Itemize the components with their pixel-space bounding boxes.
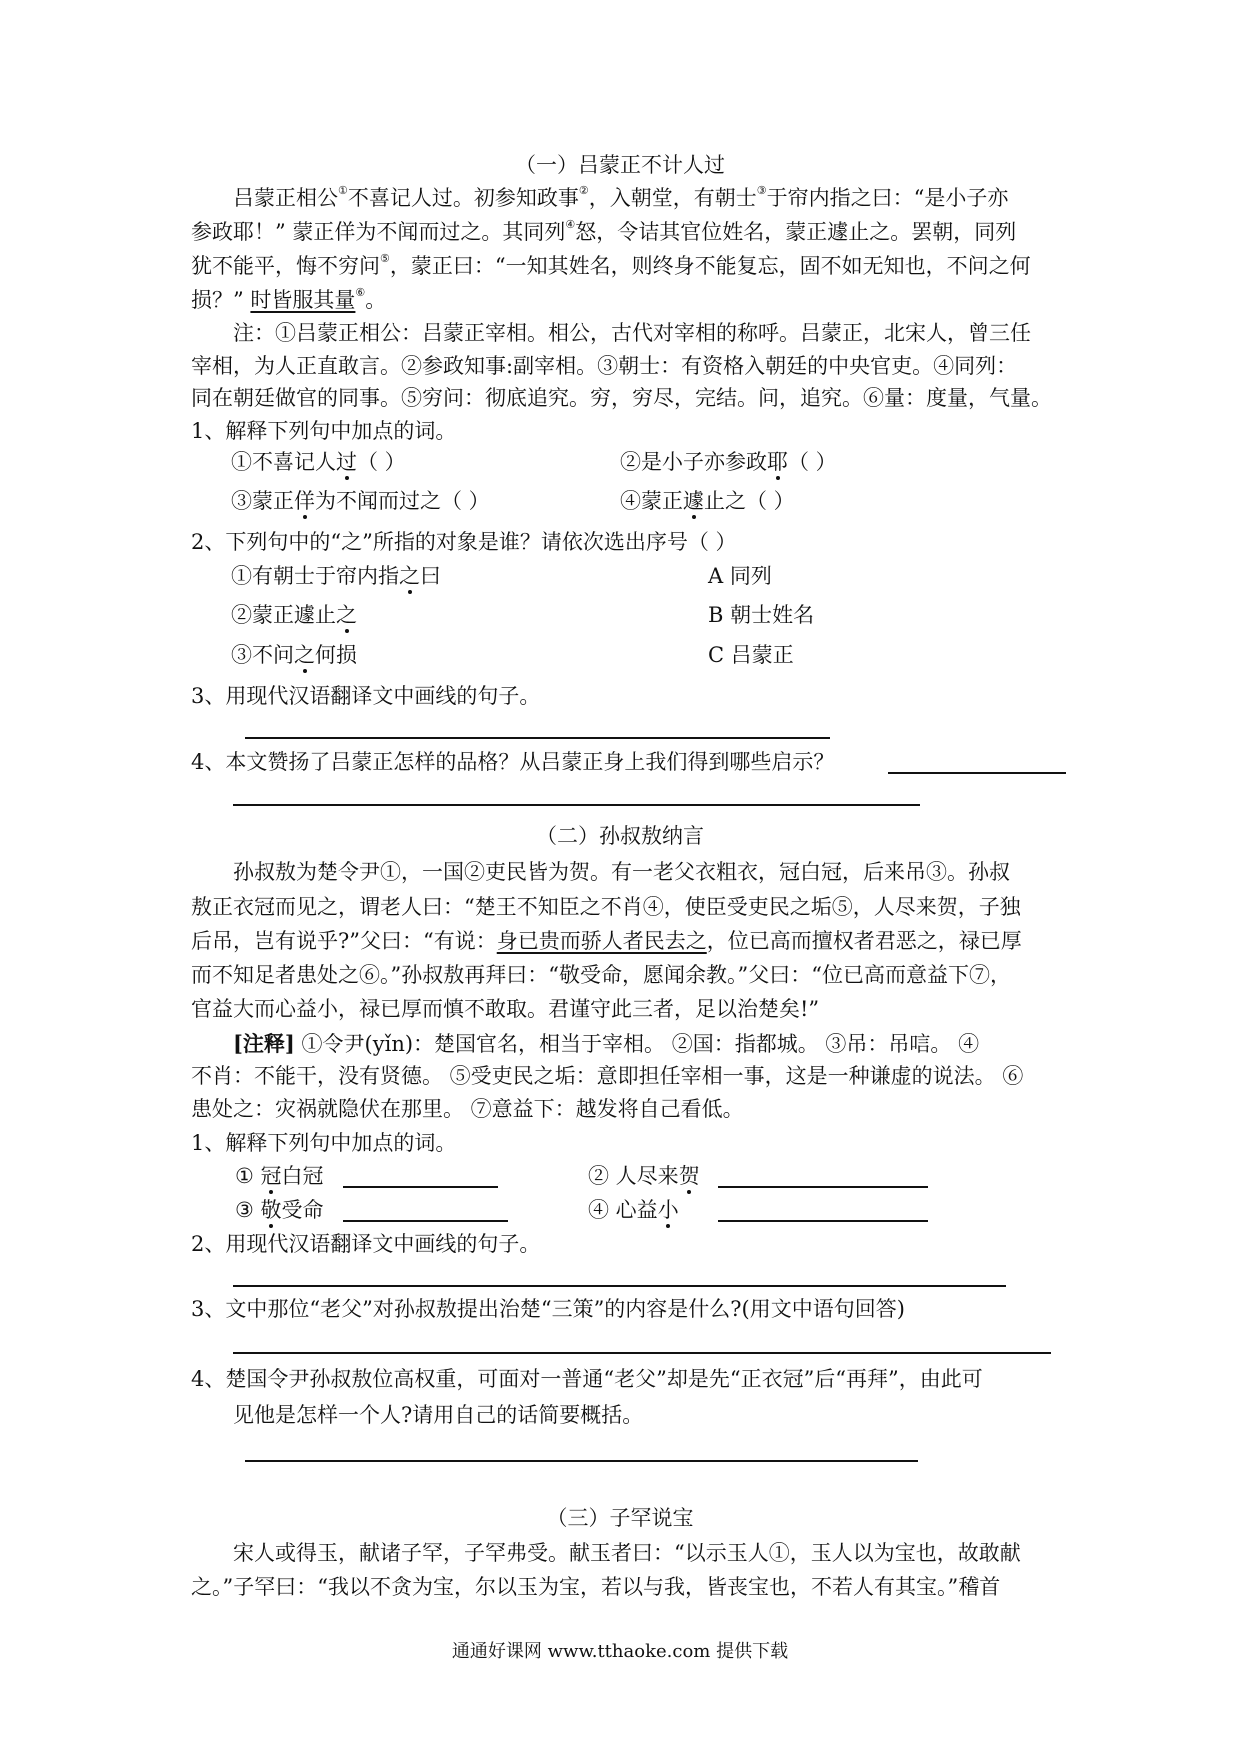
s1-question1: 1、解释下列句中加点的词。	[191, 419, 457, 443]
s1-option-a: A 同列	[708, 564, 772, 588]
s1-question4: 4、本文赞扬了吕蒙正怎样的品格？从吕蒙正身上我们得到哪些启示？	[191, 750, 835, 774]
s1-note-line3: 同在朝廷做官的同事。⑤穷问：彻底追究。穷，穷尽，完结。问，追究。⑥量：度量，气量。	[191, 386, 1052, 410]
s3-para-line1: 宋人或得玉，献诸子罕，子罕弗受。献玉者曰：“以示玉人①，玉人以为宝也，故敢献	[233, 1541, 1021, 1565]
answer-line-s1-q4a[interactable]	[888, 772, 1066, 774]
s2-para-line1: 孙叔敖为楚令尹①，一国②吏民皆为贺。有一老父衣粗衣，冠白冠，后来吊③。孙叔	[233, 860, 1010, 884]
s1-para-line1: 吕蒙正相公①不喜记人过。初参知政事②，入朝堂，有朝士③于帘内指之曰：“是小子亦	[233, 184, 1009, 210]
s2-q1-item-c: ③ 敬受命	[235, 1198, 324, 1222]
s2-question1: 1、解释下列句中加点的词。	[191, 1131, 457, 1155]
answer-line-s2-q4[interactable]	[245, 1460, 918, 1462]
answer-line-s2-q2[interactable]	[233, 1285, 1006, 1287]
underlined-sentence: 时皆服其量	[250, 288, 356, 312]
s2-q1-item-b: ② 人尽来贺	[588, 1164, 700, 1188]
s2-para-line5: 官益大而心益小，禄已厚而慎不敢取。君谨守此三者，足以治楚矣!”	[191, 997, 820, 1021]
answer-line-s2-q1d[interactable]	[718, 1220, 928, 1222]
underlined-sentence: 身已贵而骄人者民去之	[496, 929, 707, 953]
s1-para-line3: 犹不能平，悔不穷问⑤，蒙正曰：“一知其姓名，则终身不能复忘，固不如无知也，不问之何	[191, 252, 1031, 278]
s1-question2: 2、下列句中的“之”所指的对象是谁？请依次选出序号（ ）	[191, 530, 737, 554]
s1-q1-item-d: ④蒙正遽止之（ ）	[620, 489, 795, 513]
s2-para-line2: 敖正衣冠而见之，谓老人曰：“楚王不知臣之不肖④，使臣受吏民之垢⑤，人尽来贺，子独	[191, 895, 1021, 919]
section1-title: （一）吕蒙正不计人过	[515, 153, 725, 177]
s1-para-line2: 参政耶！” 蒙正佯为不闻而过之。其同列④怒，令诘其官位姓名，蒙正遽止之。罢朝，同列	[191, 218, 1017, 244]
s1-option-b: B 朝士姓名	[708, 603, 815, 627]
s1-para-line4: 损？” 时皆服其量⑥。	[191, 286, 387, 312]
answer-line-s1-q4b[interactable]	[233, 804, 920, 806]
s2-note-line3: 患处之：灾祸就隐伏在那里。 ⑦意益下：越发将自己看低。	[191, 1097, 744, 1121]
s1-note-line2: 宰相，为人正直敢言。②参政知事:副宰相。③朝士：有资格入朝廷的中央官吏。④同列：	[191, 354, 1018, 378]
s1-question3: 3、用现代汉语翻译文中画线的句子。	[191, 684, 541, 708]
section2-title: （二）孙叔敖纳言	[536, 824, 704, 848]
page-footer: 通通好课网 www.tthaoke.com 提供下载	[451, 1641, 789, 1662]
answer-line-s2-q1b[interactable]	[718, 1186, 928, 1188]
s2-para-line3: 后吊，岂有说乎?”父曰：“有说：身已贵而骄人者民去之，位已高而擅权者君恶之，禄已厚	[191, 929, 1022, 953]
answer-line-s2-q1c[interactable]	[343, 1220, 508, 1222]
s1-q1-item-a: ①不喜记人过（ ）	[231, 450, 406, 474]
s2-question3: 3、文中那位“老父”对孙叔敖提出治楚“三策”的内容是什么?(用文中语句回答)	[191, 1297, 905, 1321]
s2-q1-item-a: ① 冠白冠	[235, 1164, 324, 1188]
s2-question4-line1: 4、楚国令尹孙叔敖位高权重，可面对一普通“老父”却是先“正衣冠”后“再拜”，由此可	[191, 1367, 983, 1391]
s3-para-line2: 之。”子罕曰：“我以不贪为宝，尔以玉为宝，若以与我，皆丧宝也，不若人有其宝。”稽首	[191, 1575, 1001, 1599]
s2-question2: 2、用现代汉语翻译文中画线的句子。	[191, 1232, 541, 1256]
s1-q2-item-c: ③不问之何损	[231, 643, 357, 667]
s1-q1-item-b: ②是小子亦参政耶（ ）	[620, 450, 837, 474]
s2-para-line4: 而不知足者患处之⑥。”孙叔敖再拜曰：“敬受命，愿闻余教。”父曰：“位已高而意益下⑦，	[191, 963, 1011, 987]
s2-q1-item-d: ④ 心益小	[588, 1198, 679, 1222]
s1-option-c: C 吕蒙正	[708, 643, 794, 667]
s1-note-line1: 注：①吕蒙正相公：吕蒙正宰相。相公，古代对宰相的称呼。吕蒙正，北宋人，曾三任	[233, 321, 1031, 345]
answer-line-s2-q1a[interactable]	[343, 1186, 498, 1188]
s2-question4-line2: 见他是怎样一个人?请用自己的话简要概括。	[233, 1403, 644, 1427]
answer-line-s2-q3[interactable]	[233, 1352, 1051, 1354]
s2-note-line2: 不肖：不能干，没有贤德。 ⑤受吏民之垢：意即担任宰相一事，这是一种谦虚的说法。 ⑥	[191, 1064, 1024, 1088]
s1-q2-item-a: ①有朝士于帘内指之曰	[231, 564, 441, 588]
s1-q1-item-c: ③蒙正佯为不闻而过之（ ）	[231, 489, 490, 513]
section3-title: （三）子罕说宝	[546, 1506, 694, 1530]
s1-q2-item-b: ②蒙正遽止之	[231, 603, 357, 627]
answer-line-s1-q3[interactable]	[245, 737, 830, 739]
s2-note-line1: [注释] ①令尹(yǐn)：楚国官名，相当于宰相。 ②国：指都城。 ③吊：吊唁。 ④	[233, 1031, 980, 1056]
